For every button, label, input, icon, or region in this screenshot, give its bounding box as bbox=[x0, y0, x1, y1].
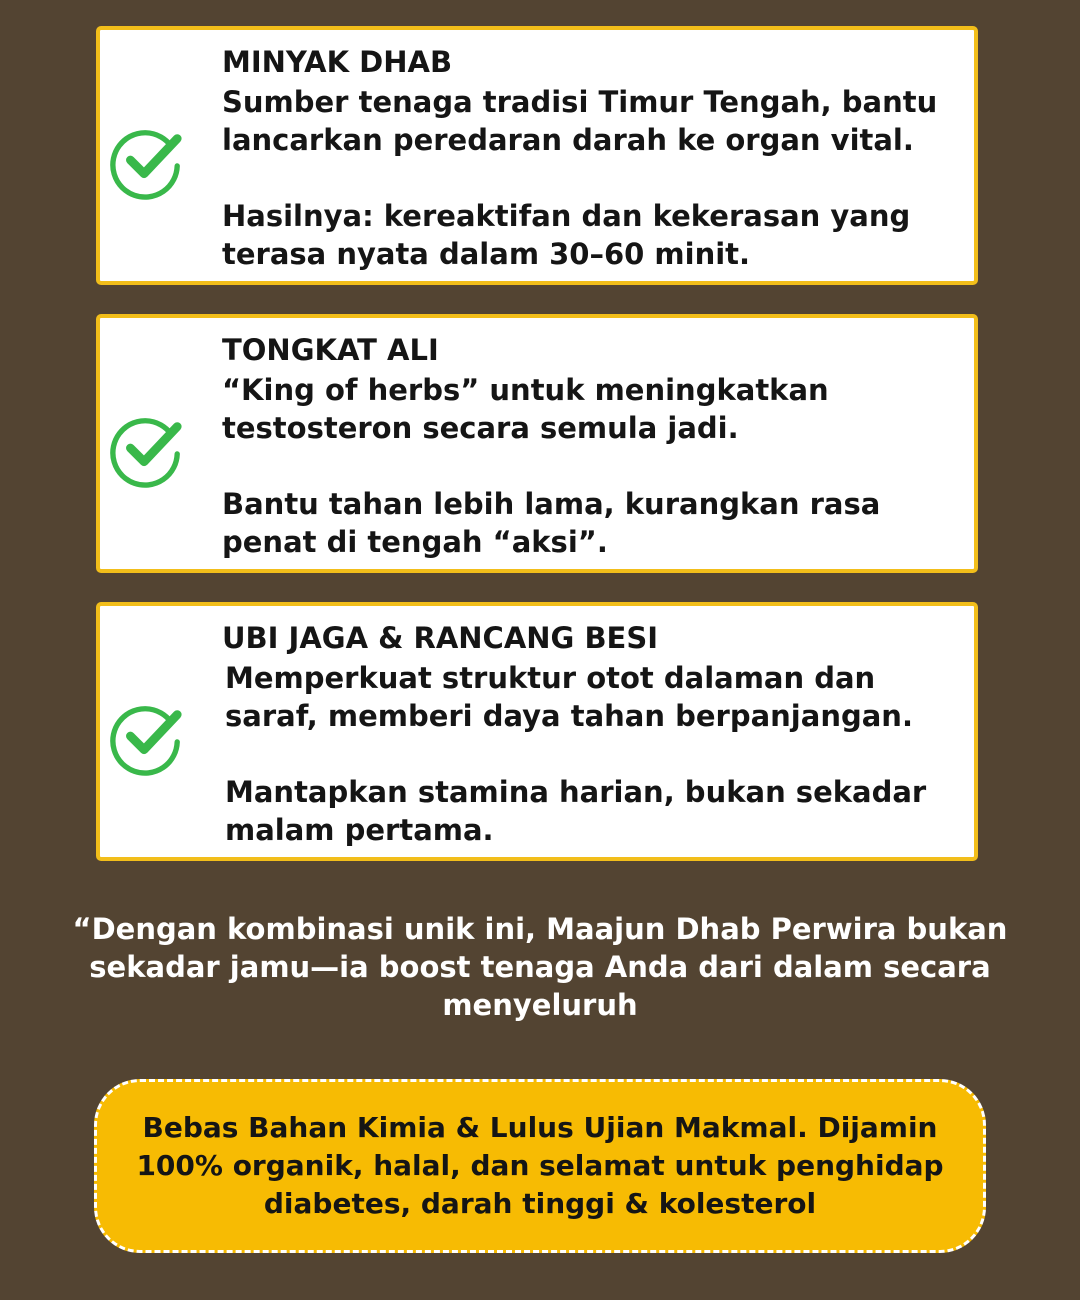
card-description: Sumber tenaga tradisi Timur Tengah, bantu lancarkan peredaran darah ke organ vital. bbox=[222, 85, 938, 157]
card-title: UBI JAGA & RANCANG BESI bbox=[222, 621, 659, 655]
check-circle-icon bbox=[107, 123, 185, 201]
card-benefit: Hasilnya: kereaktifan dan kekerasan yang terasa nyata dalam 30–60 minit. bbox=[222, 199, 911, 271]
card-description: “King of herbs” untuk meningkatkan testosteron secara semula jadi. bbox=[222, 373, 829, 445]
testimonial-quote: “Dengan kombinasi unik ini, Maajun Dhab Perwira bukan sekadar jamu—ia boost tenaga Anda dari dalam secara menyeluruh bbox=[72, 912, 1008, 1022]
card-benefit: Bantu tahan lebih lama, kurangkan rasa penat di tengah “aksi”. bbox=[222, 487, 881, 559]
card-description: Memperkuat struktur otot dalaman dan saraf, memberi daya tahan berpanjangan. bbox=[225, 661, 913, 733]
guarantee-text: Bebas Bahan Kimia & Lulus Ujian Makmal. Dijamin 100% organik, halal, dan selamat untuk penghidap diabetes, darah tinggi & kolesterol bbox=[136, 1111, 944, 1220]
card-title: TONGKAT ALI bbox=[222, 333, 439, 367]
ingredient-card-ubi-jaga bbox=[96, 602, 978, 861]
check-circle-icon bbox=[107, 411, 185, 489]
card-benefit: Mantapkan stamina harian, bukan sekadar malam pertama. bbox=[225, 775, 927, 847]
ingredient-card-minyak-dhab bbox=[96, 26, 978, 285]
ingredient-card-tongkat-ali bbox=[96, 314, 978, 573]
card-title: MINYAK DHAB bbox=[222, 45, 453, 79]
check-circle-icon bbox=[107, 699, 185, 777]
guarantee-badge bbox=[94, 1079, 986, 1253]
